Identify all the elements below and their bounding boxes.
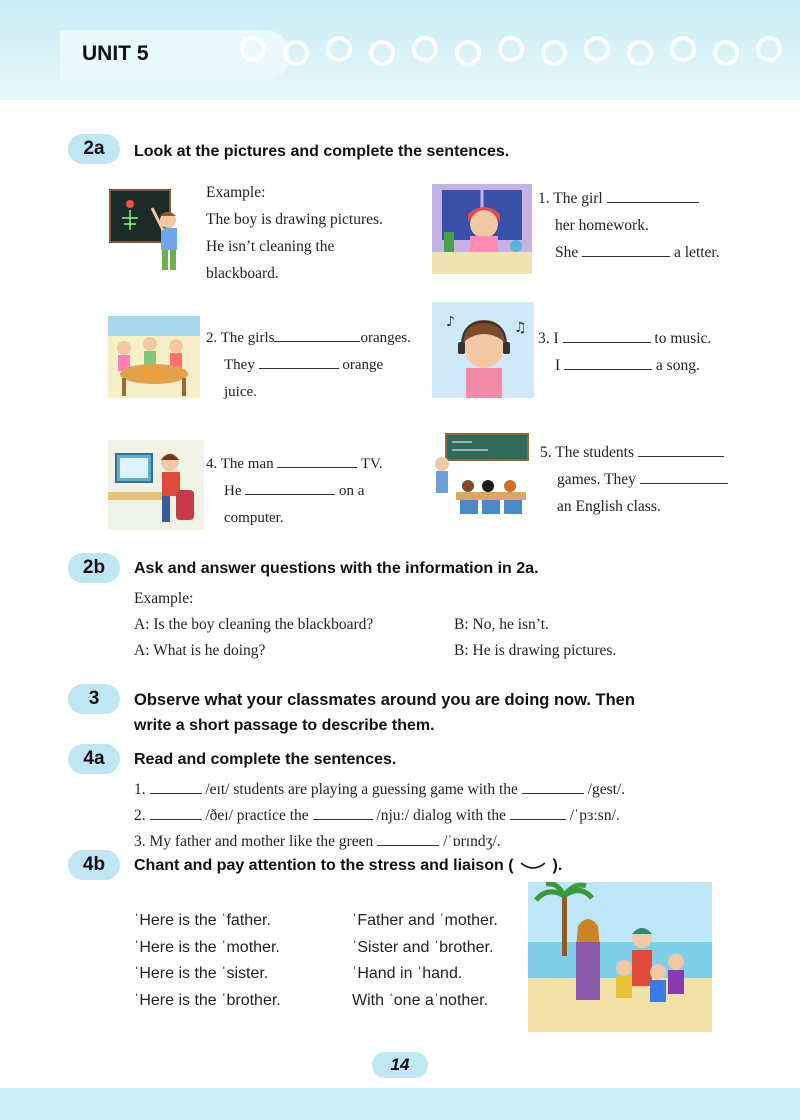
q5-text: games. They — [557, 471, 636, 488]
q2-text: 2. The girls — [206, 330, 275, 346]
heading-text: Chant and pay attention to the stress and liaison ( — [134, 857, 514, 874]
example-line: blackboard. — [206, 265, 279, 282]
q1-text: a letter. — [674, 244, 720, 261]
q2-text: juice. — [224, 384, 257, 400]
answer-blank[interactable] — [277, 452, 357, 468]
q2-text: They — [224, 357, 255, 373]
q3-text: to music. — [654, 330, 712, 347]
example-label: Example: — [206, 184, 266, 201]
answer-blank[interactable] — [313, 804, 373, 820]
section-badge-2a: 2a — [68, 134, 120, 164]
answer-blank[interactable] — [564, 354, 652, 370]
section-heading-2a: Look at the pictures and complete the sentences. — [134, 143, 510, 160]
q4-text: He — [224, 483, 242, 499]
section-heading-2b: Ask and answer questions with the information in 2a. — [134, 560, 539, 577]
answer-blank[interactable] — [259, 353, 339, 369]
line-text: /eɪt/ students are playing a guessing game with the — [205, 781, 518, 798]
chant-right-column — [352, 908, 498, 1014]
q3-text: a song. — [655, 357, 700, 374]
q1-text: her homework. — [555, 217, 649, 234]
answer-blank[interactable] — [563, 327, 651, 343]
page-footer — [0, 1088, 800, 1120]
q4-text: 4. The man — [206, 456, 274, 472]
answer-blank[interactable] — [640, 468, 728, 484]
answer-blank[interactable] — [150, 778, 202, 794]
section-badge-4a: 4a — [68, 744, 120, 774]
question-4 — [206, 451, 383, 532]
example-2a — [206, 179, 383, 287]
svg-text:♪: ♪ — [446, 314, 455, 330]
family-beach-picture — [528, 882, 712, 1032]
question-5 — [540, 439, 728, 520]
line-text: 3. My father and mother like the green — [134, 833, 374, 850]
q4-text: on a — [339, 483, 365, 499]
q1-text: 1. The girl — [538, 190, 603, 207]
example-line: The boy is drawing pictures. — [206, 211, 383, 228]
answer-blank[interactable] — [522, 778, 584, 794]
q4-text: TV. — [360, 456, 383, 472]
dialog-line-b: B: He is drawing pictures. — [454, 642, 617, 659]
section-badge-2b: 2b — [68, 553, 120, 583]
dialog-line-b: B: No, he isn’t. — [454, 616, 549, 633]
chant-line: ˈHere is the ˈbrother. — [134, 991, 281, 1009]
chant-line: ˈSister and ˈbrother. — [352, 938, 494, 956]
example-2b-label: Example: — [134, 590, 194, 607]
phonetic-line-3 — [134, 828, 501, 855]
answer-blank[interactable] — [582, 241, 670, 257]
section-badge-3: 3 — [68, 684, 120, 714]
liaison-icon — [518, 859, 548, 873]
chant-left-column — [134, 908, 281, 1014]
dialog-line-a: A: What is he doing? — [134, 642, 266, 659]
q4-text: computer. — [224, 510, 284, 526]
line-number: 1. — [134, 781, 146, 798]
question-1 — [538, 185, 720, 266]
chant-line: With ˈone aˈnother. — [352, 991, 489, 1009]
section-heading-3-line1: Observe what your classmates around you are doing now. Then — [134, 691, 635, 709]
q3-text: I — [555, 357, 561, 374]
phonetic-line-1 — [134, 776, 625, 803]
q1-text: She — [555, 244, 579, 261]
chant-line: ˈHere is the ˈmother. — [134, 938, 280, 956]
q2-text: oranges. — [360, 330, 411, 346]
example-line: He isn’t cleaning the — [206, 238, 335, 255]
chant-line: ˈHand in ˈhand. — [352, 965, 463, 982]
chant-line: ˈHere is the ˈsister. — [134, 965, 269, 982]
answer-blank[interactable] — [245, 479, 335, 495]
q2-text: orange — [342, 357, 384, 373]
line-text: /ˈɒrɪndʒ/. — [443, 833, 501, 850]
answer-blank[interactable] — [150, 804, 202, 820]
section-heading-4a: Read and complete the sentences. — [134, 751, 397, 768]
q5-text: 5. The students — [540, 444, 634, 461]
q3-text: 3. I — [538, 330, 559, 347]
answer-blank[interactable] — [638, 441, 724, 457]
line-text: /njuː/ dialog with the — [376, 807, 506, 824]
dialog-line-a: A: Is the boy cleaning the blackboard? — [134, 616, 374, 633]
girls-oranges-picture — [108, 316, 200, 398]
boy-drawing-picture — [108, 186, 198, 276]
page-number: 14 — [372, 1052, 428, 1078]
chant-line: ˈHere is the ˈfather. — [134, 912, 271, 929]
line-text: /gest/. — [587, 781, 626, 798]
line-text: /ðeɪ/ practice the — [205, 807, 309, 824]
question-3 — [538, 325, 711, 379]
heading-text: ). — [552, 857, 563, 874]
line-number: 2. — [134, 807, 146, 824]
girl-homework-picture — [432, 184, 532, 274]
section-badge-4b: 4b — [68, 850, 120, 880]
girl-music-picture — [432, 302, 534, 398]
answer-blank[interactable] — [607, 187, 699, 203]
man-computer-picture — [108, 440, 204, 530]
answer-blank[interactable] — [274, 326, 360, 342]
unit-title: UNIT 5 — [82, 42, 149, 65]
phonetic-line-2 — [134, 802, 620, 829]
chant-line: ˈFather and ˈmother. — [352, 912, 498, 929]
line-text: /ˈpɜːsn/. — [569, 807, 620, 824]
svg-text:♫: ♫ — [514, 320, 527, 336]
section-heading-3-line2: write a short passage to describe them. — [134, 717, 435, 734]
section-heading-4b — [134, 857, 562, 875]
question-2 — [206, 325, 411, 406]
answer-blank[interactable] — [377, 830, 439, 846]
q5-text: an English class. — [557, 498, 661, 515]
students-class-picture — [432, 430, 532, 528]
answer-blank[interactable] — [510, 804, 566, 820]
